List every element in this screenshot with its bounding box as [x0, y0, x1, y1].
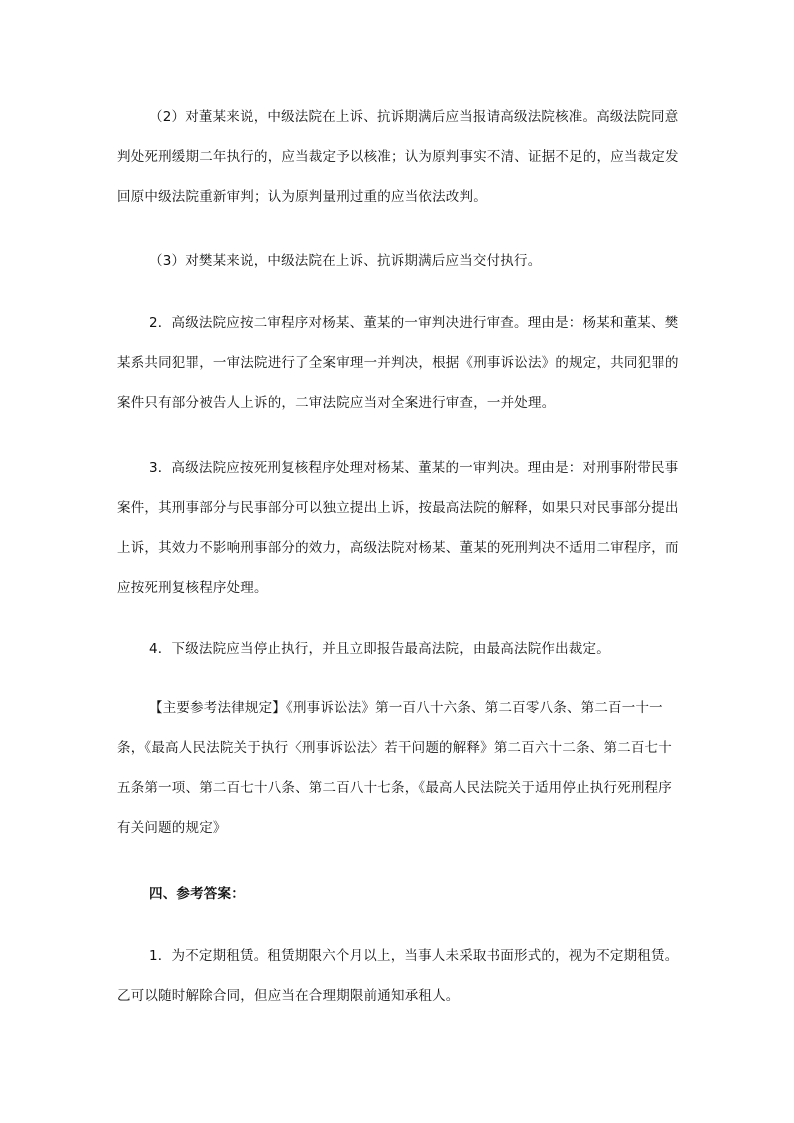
paragraph-second-instance: 2．高级法院应按二审程序对杨某、董某的一审判决进行审查。理由是：杨某和董某、樊某系共同犯罪，一审法院进行了全案审理一并判决，根据《刑事诉讼法》的规定，共同犯罪的案件只有部分被告人上诉的，二审法院应当对全案进行审查，一并处理。	[117, 315, 679, 411]
paragraph-legal-references: 【主要参考法律规定】《刑事诉讼法》第一百八十六条、第二百零八条、第二百一十一条，《最高人民法院关于执行〈刑事诉讼法〉若干问题的解释》第二百六十二条、第二百七十五条第一项、第二百七十八条、第二百八十七条，《最高人民法院关于适用停止执行死刑程序有关问题的规定》	[117, 700, 672, 836]
paragraph-answer-1: 1．为不定期租赁。租赁期限六个月以上，当事人未采取书面形式的，视为不定期租赁。乙可以随时解除合同，但应当在合理期限前通知承租人。	[117, 948, 679, 1004]
paragraph-stop-execution: 4．下级法院应当停止执行，并且立即报告最高法院，由最高法院作出裁定。	[149, 641, 610, 657]
section-heading: 四、参考答案：	[149, 886, 245, 902]
paragraph-dong-review: （2）对董某来说，中级法院在上诉、抗诉期满后应当报请高级法院核准。高级法院同意判处死刑缓期二年执行的，应当裁定予以核准；认为原判事实不清、证据不足的，应当裁定发回原中级法院重新审判；认为原判量刑过重的应当依法改判。	[117, 109, 679, 205]
paragraph-death-penalty-review: 3．高级法院应按死刑复核程序处理对杨某、董某的一审判决。理由是：对刑事附带民事案件，其刑事部分与民事部分可以独立提出上诉，按最高法院的解释，如果只对民事部分提出上诉，其效力不影响刑事部分的效力，高级法院对杨某、董某的死刑判决不适用二审程序，而应按死刑复核程序处理。	[117, 460, 679, 596]
paragraph-fan-execution: （3）对樊某来说，中级法院在上诉、抗诉期满后应当交付执行。	[149, 253, 542, 269]
